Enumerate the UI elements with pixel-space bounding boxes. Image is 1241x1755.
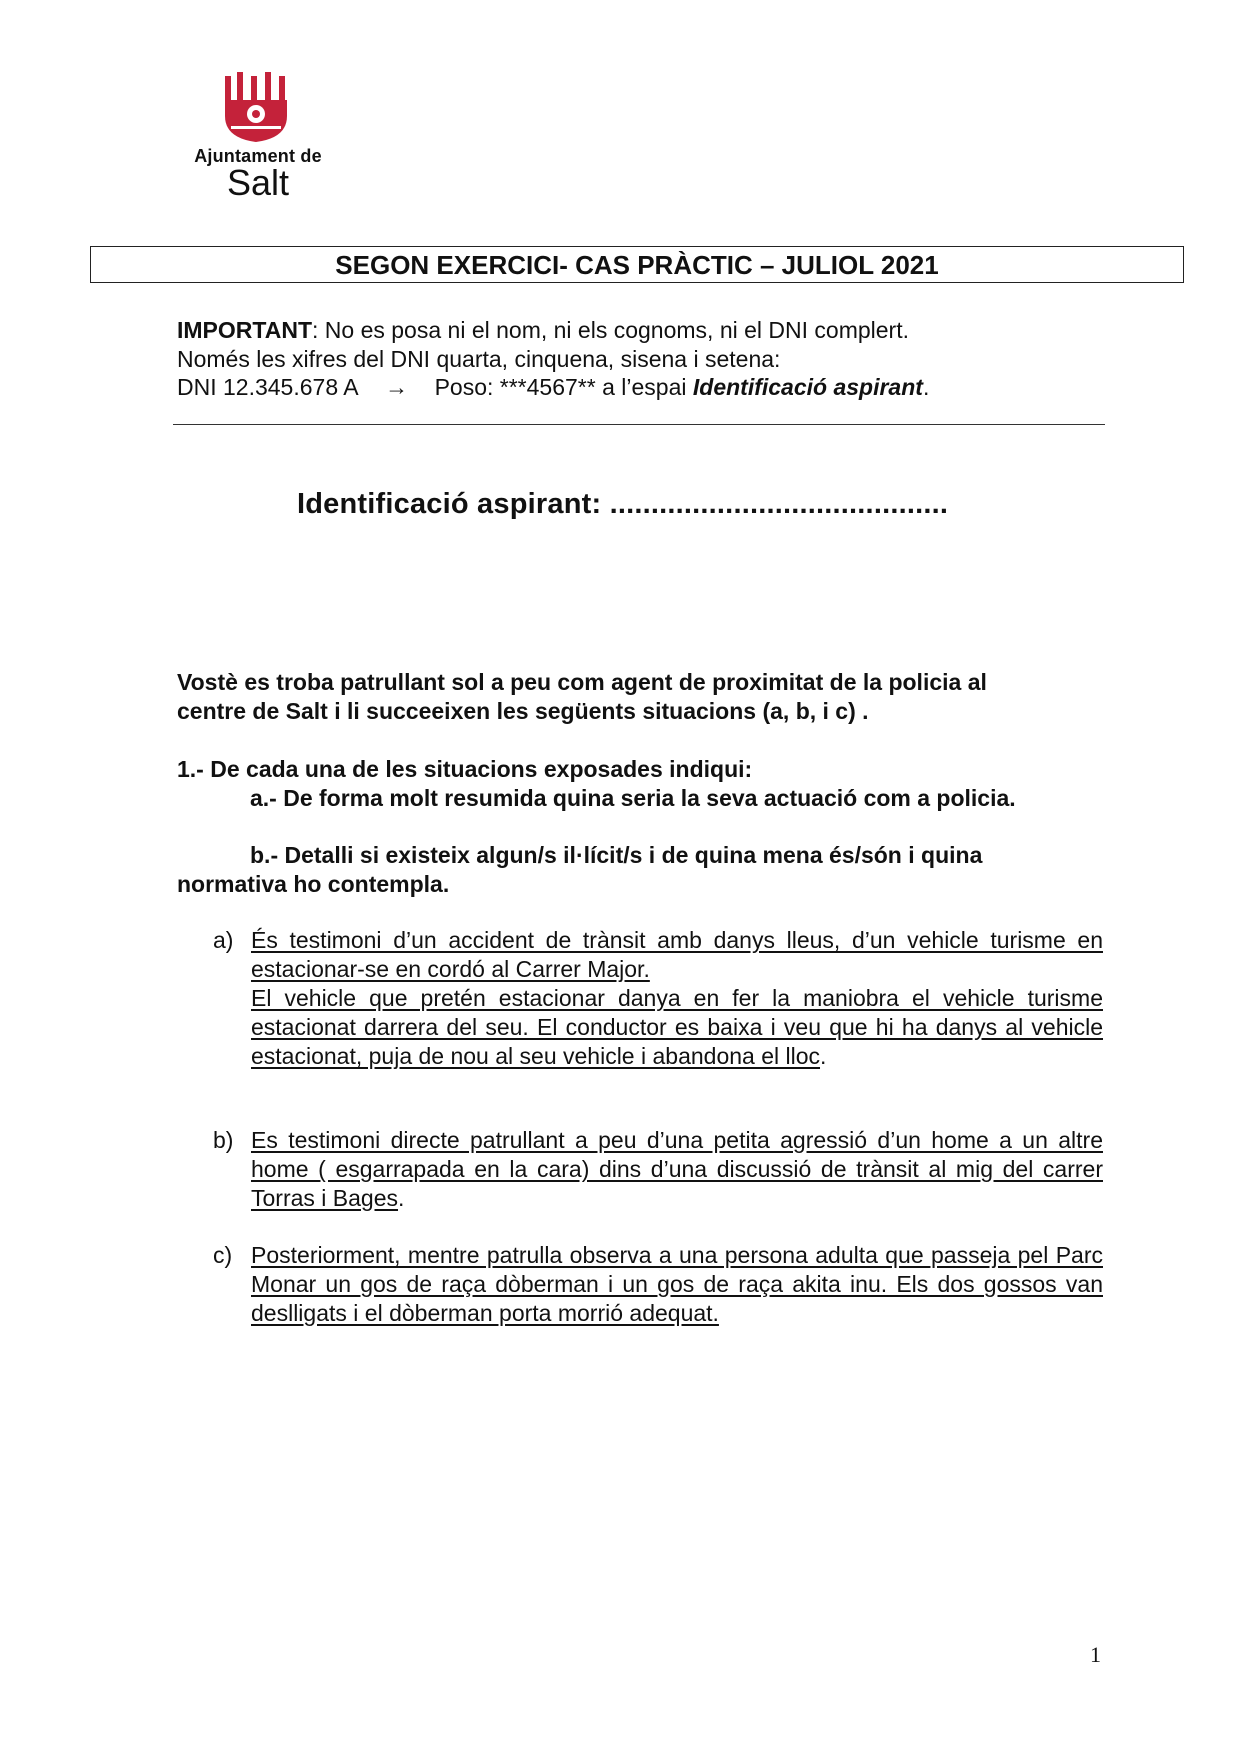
- identification-field: Identificació aspirant: .........................................: [297, 488, 949, 520]
- situation-text: Es testimoni directe patrullant a peu d’una petita agressió d’un home a un altre home ( esgarrapada en la cara) dins d’una discussió de trànsit al mig del carrer Torras i Bages: [251, 1127, 1103, 1211]
- arrow-icon: →: [385, 374, 409, 400]
- logo-line2: Salt: [226, 162, 290, 203]
- question-1: 1.- De cada una de les situacions exposades indiqui:: [177, 756, 753, 782]
- situation-c: [213, 1241, 1103, 1328]
- logo: [178, 72, 338, 202]
- intro-paragraph: [177, 668, 987, 726]
- page-number: 1: [1090, 1642, 1101, 1667]
- situation-a: a) És testimoni d’un accident de trànsit amb danys lleus, d’un vehicle turisme en estacionar-se en cordó al Carrer Major. El vehicle que pretén estacionar danya en fer la maniobra el vehicle turisme estacionat darrera del seu. El conductor es baixa i veu que hi ha danys al vehicle estacionat, puja de nou al seu vehicle i abandona el lloc.: [213, 927, 1103, 1069]
- separator-line: [173, 424, 1105, 425]
- question-part-b: b.- Detalli si existeix algun/s il·lícit/s i de quina mena és/són i quina normativa ho contempla.: [177, 842, 983, 897]
- important-line1: IMPORTANT: No es posa ni el nom, ni els cognoms, ni el DNI complert.: [177, 317, 909, 343]
- situation-text: És testimoni d’un accident de trànsit amb danys lleus, d’un vehicle turisme en estacionar-se en cordó al Carrer Major.: [251, 927, 1103, 982]
- list-marker: a): [213, 927, 234, 953]
- page-title: SEGON EXERCICI- CAS PRÀCTIC – JULIOL 2021: [90, 246, 1184, 283]
- intro-line: Vostè es troba patrullant sol a peu com agent de proximitat de la policia al: [177, 669, 987, 695]
- important-notice: [177, 316, 929, 402]
- intro-line: centre de Salt i li succeeixen les següents situacions (a, b, i c) .: [177, 698, 869, 724]
- town-crest-icon: [223, 72, 293, 144]
- important-line2: Només les xifres del DNI quarta, cinquena, sisena i setena:: [177, 345, 781, 372]
- list-marker: b): [213, 1127, 234, 1153]
- situation-text: Posteriorment, mentre patrulla observa a una persona adulta que passeja pel Parc Monar un gos de raça dòberman i un gos de raça akita inu. Els dos gossos van deslligats i el dòberman porta morrió adequat.: [251, 1242, 1103, 1326]
- situation-text: El vehicle que pretén estacionar danya en fer la maniobra el vehicle turisme estacionat darrera del seu. El conductor es baixa i veu que hi ha danys al vehicle estacionat, puja de nou al seu vehicle i abandona el lloc: [251, 985, 1103, 1069]
- situation-b: b) Es testimoni directe patrullant a peu d’una petita agressió d’un home a un altre home ( esgarrapada en la cara) dins d’una discussió de trànsit al mig del carrer Torras i Bages.: [213, 1127, 1103, 1211]
- important-emphasis: Identificació aspirant: [692, 374, 923, 400]
- list-marker: c): [213, 1242, 233, 1268]
- important-label: IMPORTANT: [177, 317, 313, 343]
- logo-line1: Ajuntament de: [194, 146, 322, 166]
- important-line3: DNI 12.345.678 A → Poso: ***4567** a l’espai Identificació aspirant.: [177, 374, 930, 400]
- question-part-a: a.- De forma molt resumida quina seria la seva actuació com a policia.: [250, 785, 1016, 811]
